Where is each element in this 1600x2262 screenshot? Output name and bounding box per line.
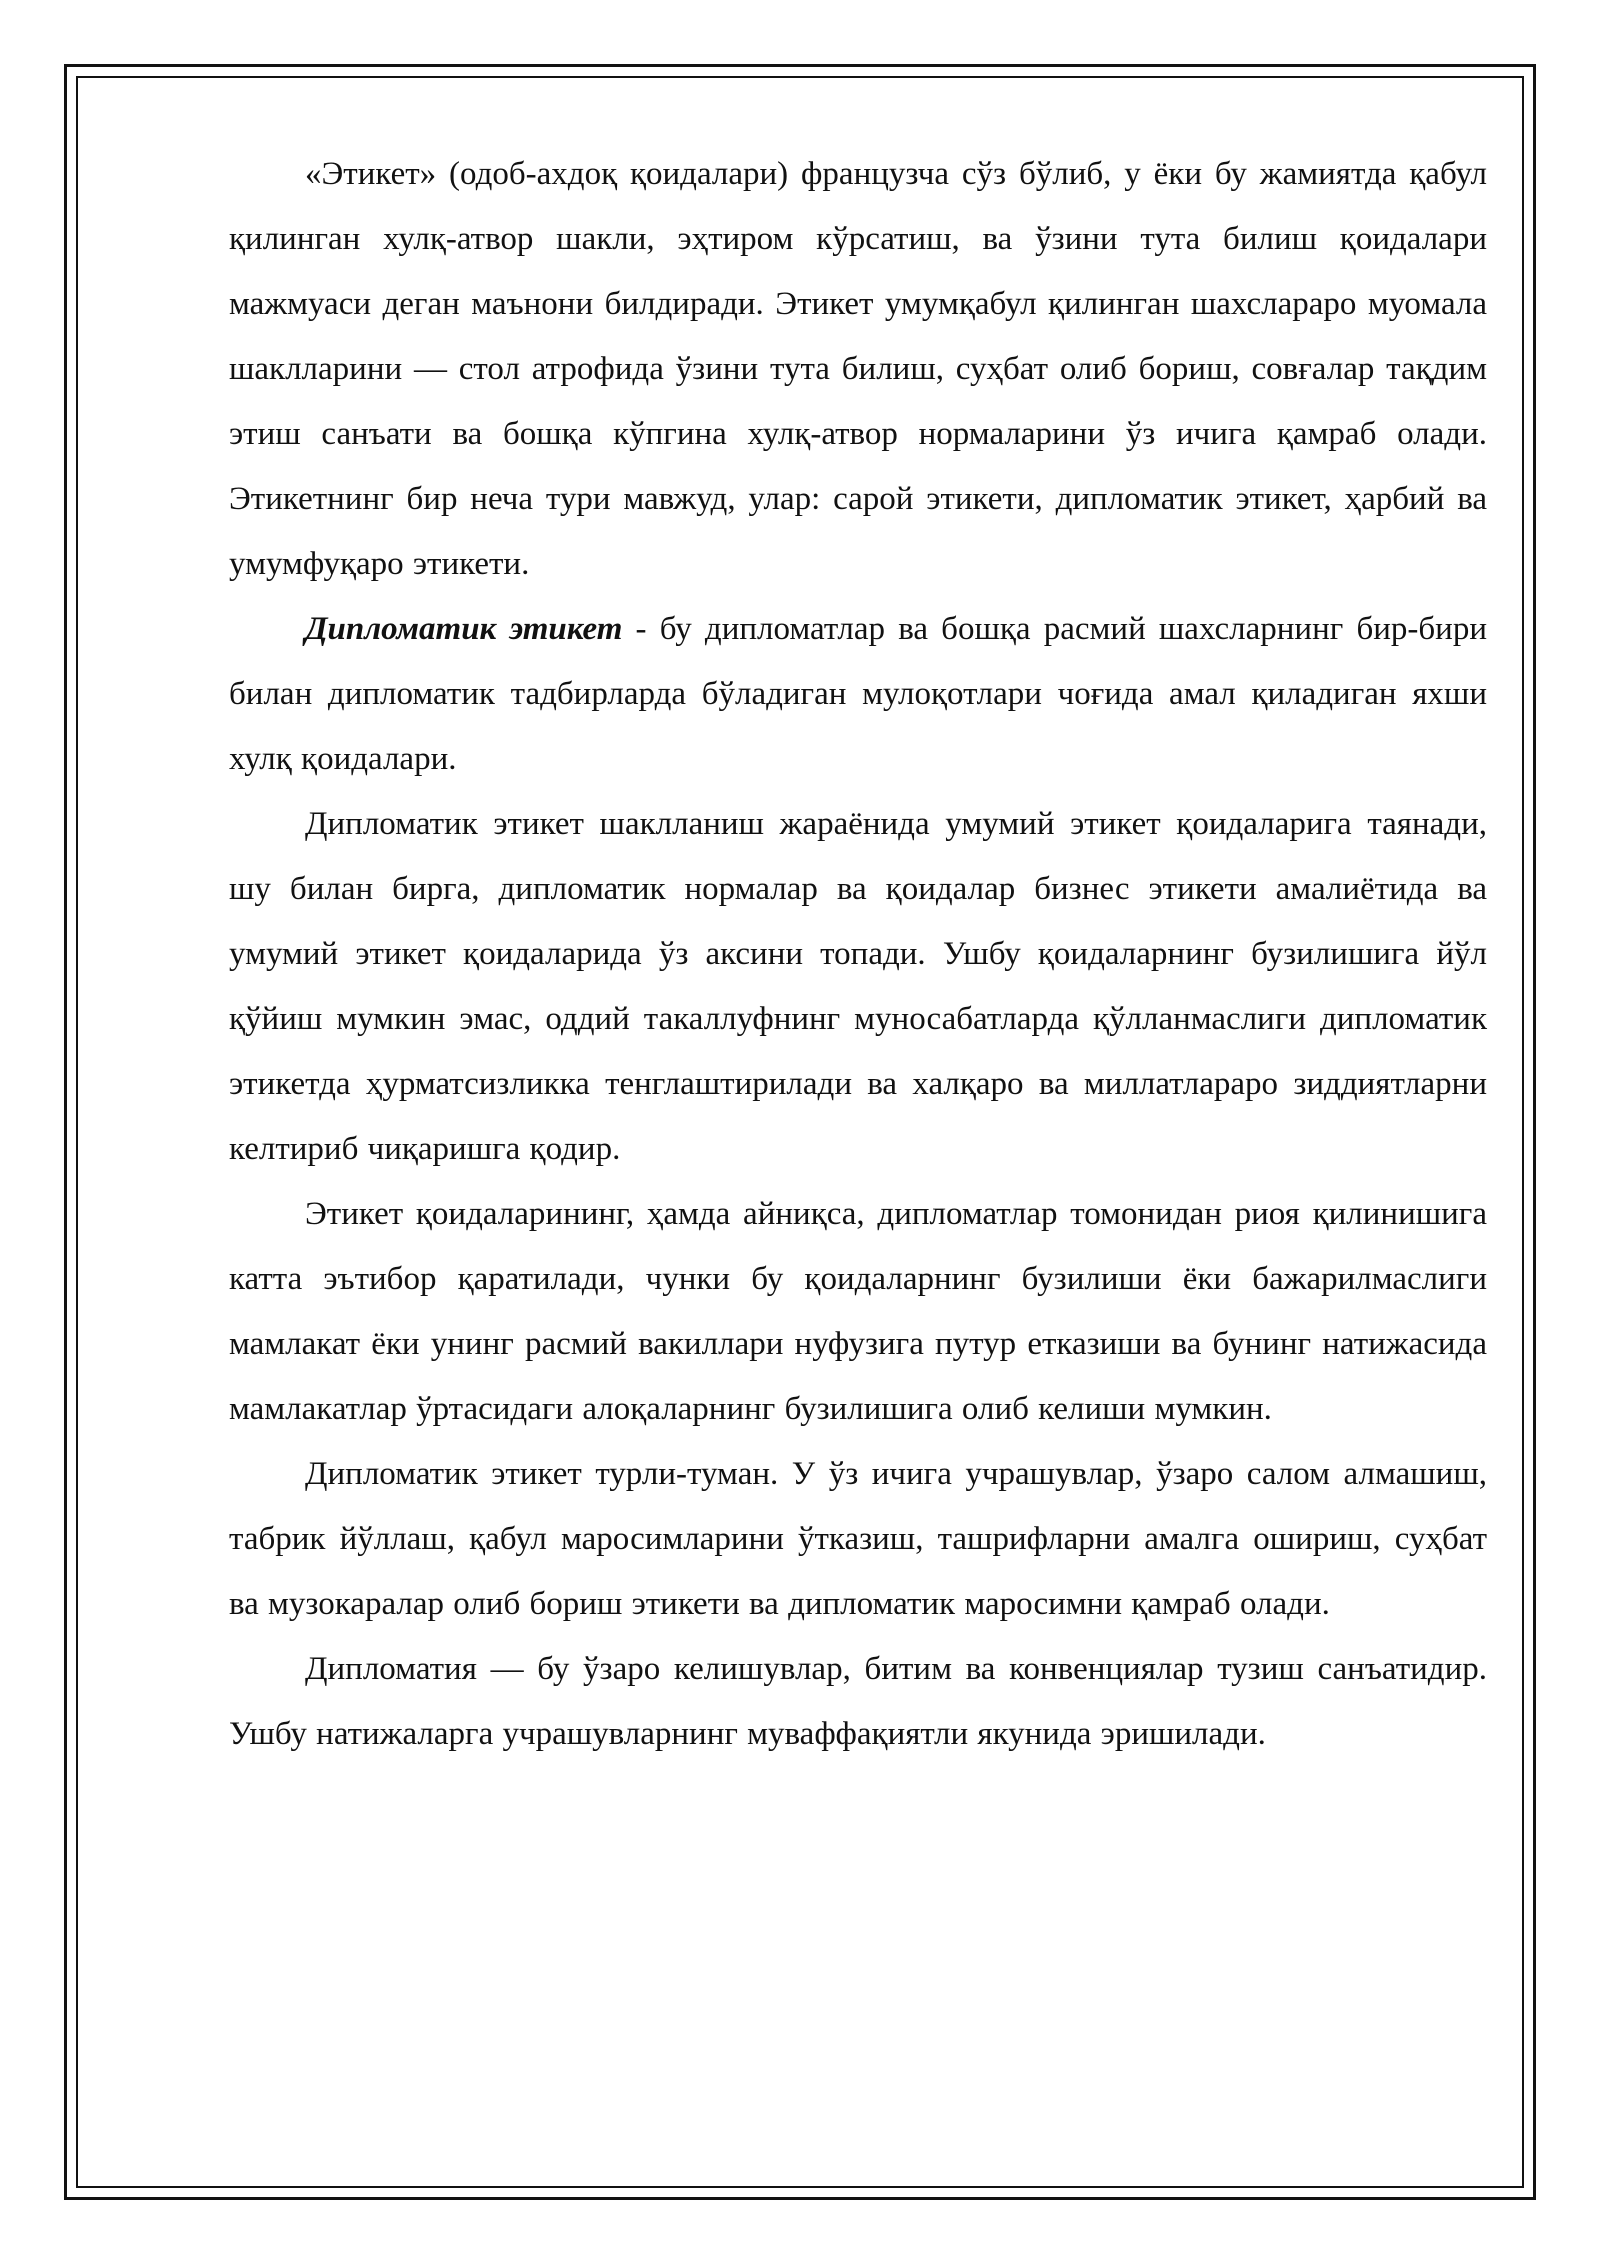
paragraph-diplomatic-etiquette-definition	[229, 597, 1487, 792]
paragraph-observance: Этикет қоидаларининг, ҳамда айниқса, дипломатлар томонидан риоя қилинишига катта эътибор қаратилади, чунки бу қоидаларнинг бузилиши ёки бажарилмаслиги мамлакат ёки унинг расмий вакиллари нуфузига путур етказиши ва бунинг натижасида мамлакатлар ўртасидаги алоқаларнинг бузилишига олиб келиши мумкин.	[229, 1196, 1487, 1427]
paragraph-diplomacy-definition: Дипломатия — бу ўзаро келишувлар, битим ва конвенциялар тузиш санъатидир. Ушбу натижаларга учрашувларнинг муваффақиятли якунида эришилади.	[229, 1651, 1487, 1752]
paragraph-variety: Дипломатик этикет турли-туман. У ўз ичига учрашувлар, ўзаро салом алмашиш, табрик йўллаш, қабул маросимларини ўтказиш, ташрифларни амалга ошириш, суҳбат ва музокаралар олиб бориш этикети ва дипломатик маросимни қамраб олади.	[229, 1456, 1487, 1622]
definition-text: - бу дипломатлар ва бошқа расмий шахсларнинг бир-бири билан дипломатик тадбирларда бўладиган мулоқотлари чоғида амал қиладиган яхши хулқ қоидалари.	[229, 611, 1488, 777]
paragraph-formation: Дипломатик этикет шаклланиш жараёнида умумий этикет қоидаларига таянади, шу билан бирга, дипломатик нормалар ва қоидалар бизнес этикети амалиётида ва умумий этикет қоидаларида ўз аксини топади. Ушбу қоидаларнинг бузилишига йўл қўйиш мумкин эмас, оддий такаллуфнинг муносабатларда қўлланмаслиги дипломатик этикетда ҳурматсизликка тенглаштирилади ва халқаро ва миллатлараро зиддиятларни келтириб чиқаришга қодир.	[229, 806, 1487, 1167]
paragraph-etiquette-definition: «Этикет» (одоб-ахдоқ қоидалари) французча сўз бўлиб, у ёки бу жамиятда қабул қилинган хулқ-атвор шакли, эҳтиром кўрсатиш, ва ўзини тута билиш қоидалари мажмуаси деган маънони билдиради. Этикет умумқабул қилинган шахслараро муомала шаклларини — стол атрофида ўзини тута билиш, суҳбат олиб бориш, совғалар тақдим этиш санъати ва бошқа кўпгина хулқ-атвор нормаларини ўз ичига қамраб олади. Этикетнинг бир неча тури мавжуд, улар: сарой этикети, дипломатик этикет, ҳарбий ва умумфуқаро этикети.	[229, 156, 1487, 582]
document-body	[229, 142, 1487, 1767]
defined-term: Дипломатик этикет	[305, 611, 623, 647]
